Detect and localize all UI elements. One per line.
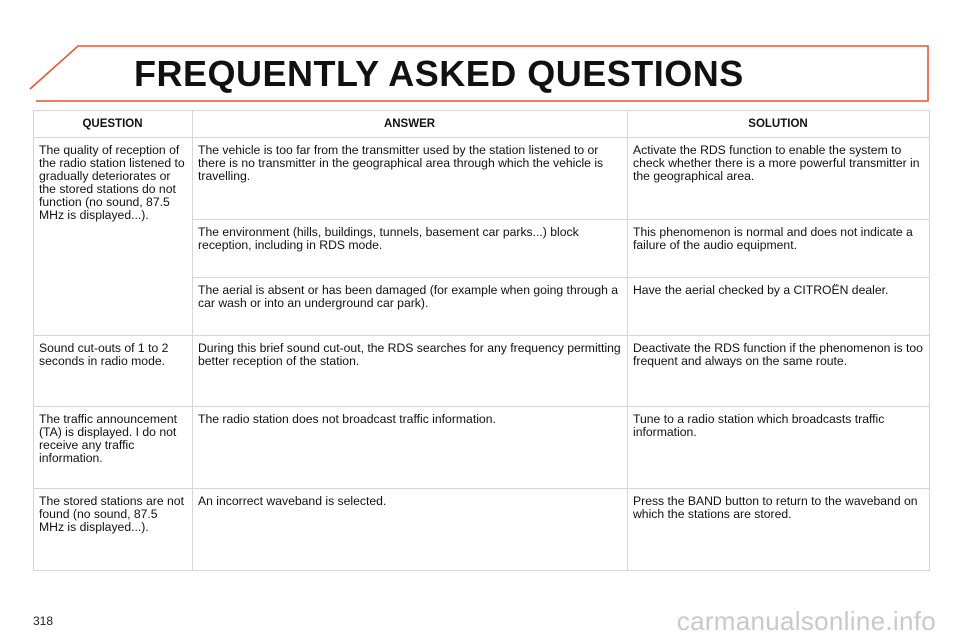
page-title: FREQUENTLY ASKED QUESTIONS — [134, 53, 744, 94]
answer-cell: The vehicle is too far from the transmitter used by the station listened to or there is no transmitter in the geographical area through which the vehicle is travelling. — [193, 138, 628, 220]
table-row — [34, 489, 930, 571]
table-header-row — [34, 111, 930, 138]
question-cell: The quality of reception of the radio station listened to gradually deteriorates or the stored stations do not function (no sound, 87.5 MHz is displayed...). — [34, 138, 193, 336]
answer-cell: The environment (hills, buildings, tunnels, basement car parks...) block reception, including in RDS mode. — [193, 220, 628, 278]
faq-table — [33, 110, 930, 571]
question-cell: The traffic announcement (TA) is displayed. I do not receive any traffic information. — [34, 407, 193, 489]
answer-cell: During this brief sound cut-out, the RDS searches for any frequency permitting better reception of the station. — [193, 336, 628, 407]
watermark[interactable]: carmanualsonline.info — [676, 606, 936, 636]
column-header-solution: SOLUTION — [628, 111, 930, 138]
answer-cell: The radio station does not broadcast traffic information. — [193, 407, 628, 489]
solution-cell: Press the BAND button to return to the waveband on which the stations are stored. — [628, 489, 930, 571]
solution-cell: This phenomenon is normal and does not indicate a failure of the audio equipment. — [628, 220, 930, 278]
column-header-question: QUESTION — [34, 111, 193, 138]
solution-cell: Tune to a radio station which broadcasts traffic information. — [628, 407, 930, 489]
answer-cell: An incorrect waveband is selected. — [193, 489, 628, 571]
page-number: 318 — [33, 614, 54, 628]
solution-cell: Deactivate the RDS function if the phenomenon is too frequent and always on the same route. — [628, 336, 930, 407]
solution-cell: Activate the RDS function to enable the system to check whether there is a more powerful transmitter in the geographical area. — [628, 138, 930, 220]
table-row — [34, 138, 930, 220]
question-cell: Sound cut-outs of 1 to 2 seconds in radio mode. — [34, 336, 193, 407]
column-header-answer: ANSWER — [193, 111, 628, 138]
table-row — [34, 407, 930, 489]
solution-cell: Have the aerial checked by a CITROËN dealer. — [628, 278, 930, 336]
table-row — [34, 336, 930, 407]
answer-cell: The aerial is absent or has been damaged (for example when going through a car wash or into an underground car park). — [193, 278, 628, 336]
question-cell: The stored stations are not found (no sound, 87.5 MHz is displayed...). — [34, 489, 193, 571]
